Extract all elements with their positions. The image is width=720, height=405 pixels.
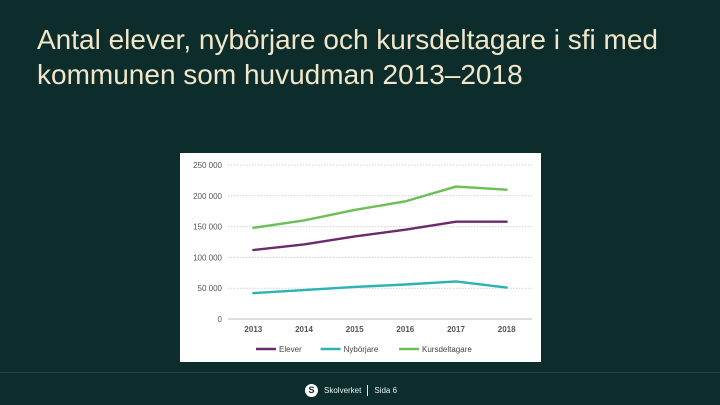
x-tick-label: 2014 [295, 325, 313, 334]
chart-svg [180, 153, 541, 362]
x-tick-label: 2013 [244, 325, 263, 334]
footer-separator [367, 385, 368, 396]
slide-title: Antal elever, nybörjare och kursdeltagare i sfi med kommunen som huvudman 2013–2018 [37, 24, 658, 90]
x-tick-label: 2016 [396, 325, 415, 334]
footer-divider [0, 372, 720, 373]
legend-label: Elever [279, 345, 302, 354]
y-tick-label: 0 [217, 315, 222, 324]
footer-org: Skolverket [324, 385, 362, 395]
line-chart [180, 153, 541, 362]
y-tick-label: 150 000 [193, 222, 222, 232]
x-tick-label: 2015 [345, 325, 364, 334]
skolverket-logo-icon: S [305, 384, 318, 397]
x-tick-label: 2018 [497, 325, 516, 334]
footer [305, 382, 397, 398]
legend-label: Nybörjare [343, 345, 379, 354]
y-tick-label: 200 000 [193, 191, 222, 201]
y-tick-label: 100 000 [193, 253, 222, 263]
y-tick-label: 250 000 [193, 161, 222, 170]
footer-page-number: Sida 6 [374, 385, 398, 395]
series-line-nybörjare [253, 281, 506, 293]
y-tick-label: 50 000 [197, 284, 222, 294]
legend-label: Kursdeltagare [422, 345, 472, 354]
series-line-elever [253, 222, 506, 250]
x-tick-label: 2017 [447, 325, 465, 334]
